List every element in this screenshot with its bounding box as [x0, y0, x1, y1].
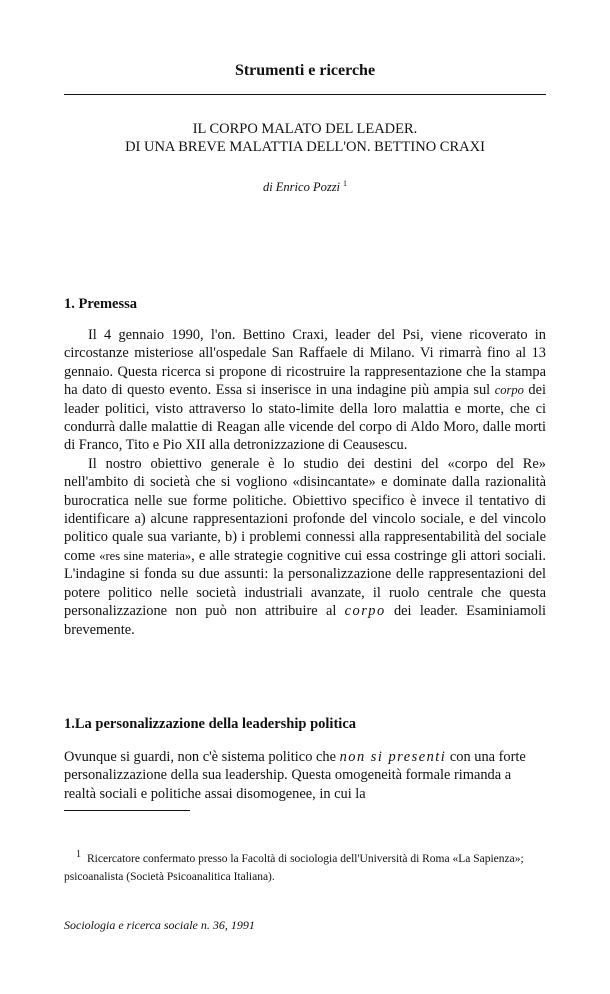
footnote-mark: 1 [76, 849, 81, 860]
journal-citation: Sociologia e ricerca sociale n. 36, 1991 [64, 918, 255, 932]
paragraph-2 [64, 455, 546, 639]
title-line-1: IL CORPO MALATO DEL LEADER. [192, 121, 418, 137]
footnote-text: Ricercatore confermato presso la Facoltà di sociologia dell'Università di Roma «La Sapienza»; psicoanalista (Società Psicoanalitica Italiana). [64, 852, 524, 883]
paragraph-1-emphasis: corpo [494, 383, 524, 398]
author-footnote-mark: 1 [343, 179, 348, 188]
article-title [64, 120, 546, 156]
paragraph-3-text-a: Ovunque si guardi, non c'è sistema politico che [64, 749, 340, 765]
paragraph-3-text-b: con una forte personalizzazione della sua leadership. Questa omogeneità formale rimanda a realtà sociali e politiche assai disomogenee, in cui la [64, 749, 526, 802]
footnote [64, 846, 546, 886]
section-2-body [64, 748, 546, 803]
author-byline [64, 179, 546, 195]
section-1-body [64, 326, 546, 639]
running-head: Strumenti e ricerche [234, 62, 376, 79]
title-line-2: DI UNA BREVE MALATTIA DELL'ON. BETTINO CRAXI [125, 139, 485, 155]
paragraph-1-text-b: dei leader politici, visto attraverso lo stato-limite della loro malattia e morte, che ci condurrà dalle malattie di Reagan alle vicende del corpo di Aldo Moro, dalle morti di Franco, Tito e Pio XII alla detronizzazione di Ceausescu. [64, 382, 547, 454]
paragraph-2-text-c: dei leader. Esaminiamoli brevemente. [64, 603, 546, 638]
section-heading-premessa: 1. Premessa [64, 296, 138, 312]
author-name: di Enrico Pozzi [262, 180, 341, 195]
paragraph-3-emphasis: non si presenti [339, 749, 447, 765]
paragraph-1-text-a: Il 4 gennaio 1990, l'on. Bettino Craxi, leader del Psi, viene ricoverato in circostanze misteriose all'ospedale San Raffaele di Milano. Vi rimarrà fino al 13 gennaio. Questa ricerca si propone di ricostruire la rappresentazione che la stampa ha dato di questo evento. Essa si inserisce in una indagine più ampia sul [64, 327, 546, 399]
paragraph-2-text-a: Il nostro obiettivo generale è lo studio dei destini del «corpo del Re» nell'ambito di società che si vogliono «disincantate» e dominate dalla razionalità burocratica nelle sue forme politiche. Obiettivo specifico è invece il tentativo di identificare a) alcune rappresentazioni profonde del vincolo sociale, e del vincolo politico quale sua variante, b) i problemi connessi alla rappresentabilità del sociale come [64, 455, 546, 564]
paragraph-2-latin: «res sine materia» [99, 548, 192, 563]
paragraph-3 [64, 748, 546, 803]
paragraph-1 [64, 326, 546, 455]
header-rule [64, 94, 546, 95]
footnote-rule [64, 810, 190, 811]
paragraph-2-text-b: , e alle strategie cognitive cui essa costringe gli attori sociali. L'indagine si fonda su due assunti: la personalizzazione delle rappresentazioni del potere politico nelle società industriali avanzate, il ruolo centrale che questa personalizzazione non può non attribuire al [64, 547, 547, 620]
paragraph-2-emphasis: corpo [344, 603, 386, 620]
section-heading-personalizzazione: 1.La personalizzazione della leadership politica [64, 716, 357, 732]
